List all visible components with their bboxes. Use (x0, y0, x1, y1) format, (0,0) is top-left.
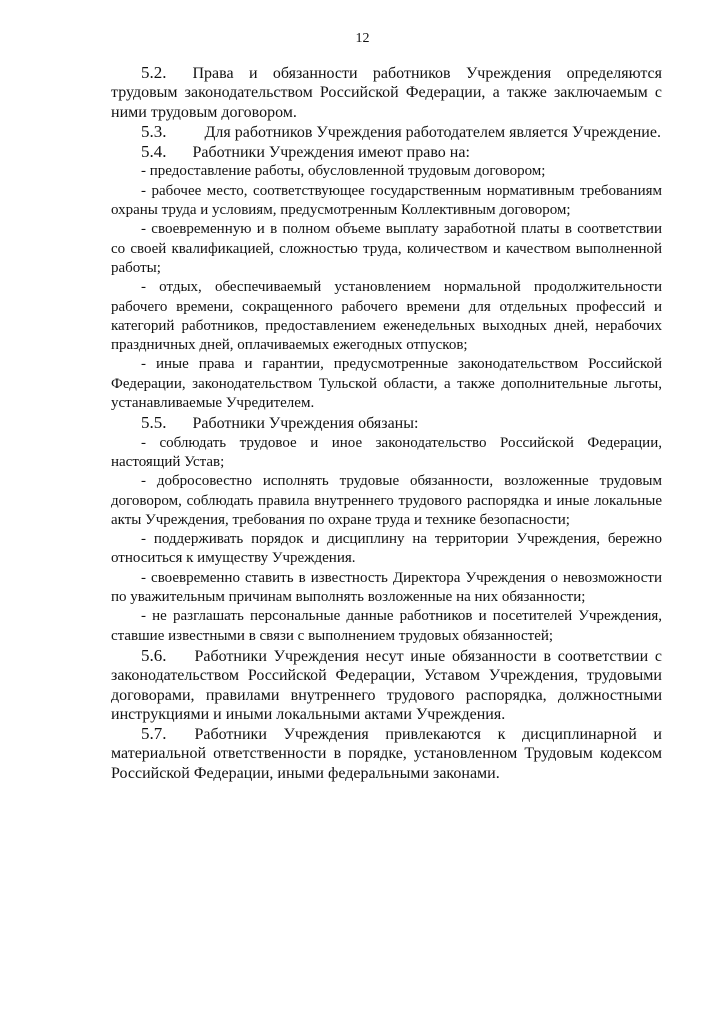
list-item: - рабочее место, соответствующее государственным нормативным требованиям охраны труда и условиям, предусмотренным Коллективным договором; (111, 182, 662, 219)
section-5-5 (111, 413, 662, 433)
section-number: 5.4. (141, 142, 167, 162)
document-body (111, 63, 662, 783)
section-5-4 (111, 142, 662, 162)
section-number: 5.5. (141, 413, 167, 433)
page-number: 12 (355, 31, 370, 46)
list-item: - предоставление работы, обусловленной трудовым договором; (141, 163, 546, 180)
section-number: 5.7. (141, 724, 167, 744)
list-item: - иные права и гарантии, предусмотренные законодательством Российской Федерации, законодательством Тульской области, а также дополнительные льготы, устанавливаемые Учредителем. (111, 356, 662, 412)
list-item: - отдых, обеспечиваемый установлением нормальной продолжительности рабочего времени, сокращенного рабочего времени для отдельных профессий и категорий работников, предоставлением еженедельных выходных дней, нерабочих праздничных дней, оплачиваемых ежегодных отпусков; (111, 279, 662, 354)
section-5-3 (111, 122, 662, 142)
list-item: - не разглашать персональные данные работников и посетителей Учреждения, ставшие известными в связи с выполнением трудовых обязанностей; (111, 608, 662, 644)
section-text: Права и обязанности работников Учреждения определяются трудовым законодательством Российской Федерации, а также заключаемым с ними трудовым договором. (111, 65, 662, 121)
section-5-2 (111, 63, 662, 122)
section-5-6 (111, 646, 662, 724)
section-text: Работники Учреждения обязаны: (192, 415, 419, 433)
section-number: 5.3. (141, 121, 167, 141)
list-item: - добросовестно исполнять трудовые обязанности, возложенные трудовым договором, соблюдать правила внутреннего трудового распорядка и иные локальные акты Учреждения, требования по охране труда и технике безопасности; (111, 473, 662, 528)
section-text: Работники Учреждения несут иные обязанности в соответствии с законодательством Российской Федерации, Уставом Учреждения, трудовыми договорами, правилами внутреннего трудового распорядка, должностными инструкциями и иными локальными актами Учреждения. (111, 647, 662, 723)
section-number: 5.6. (141, 645, 167, 665)
section-number: 5.2. (141, 63, 167, 82)
list-item: - поддерживать порядок и дисциплину на территории Учреждения, бережно относиться к имуществу Учреждения. (111, 531, 662, 567)
list-item: - соблюдать трудовое и иное законодательство Российской Федерации, настоящий Устав; (111, 434, 662, 470)
section-text: Работники Учреждения имеют право на: (192, 144, 470, 162)
section-text: Для работников Учреждения работодателем является Учреждение. (204, 123, 661, 141)
list-item: - своевременно ставить в известность Директора Учреждения о невозможности по уважительным причинам выполнять возложенные на них обязанности; (111, 569, 662, 606)
section-text: Работники Учреждения привлекаются к дисциплинарной и материальной ответственности в порядке, установленном Трудовым кодексом Российской Федерации, иными федеральными законами. (111, 726, 662, 782)
list-item: - своевременную и в полном объеме выплату заработной платы в соответствии со своей квалификацией, сложностью труда, количеством и качеством выполненной работы; (111, 221, 662, 276)
section-5-7 (111, 724, 662, 783)
